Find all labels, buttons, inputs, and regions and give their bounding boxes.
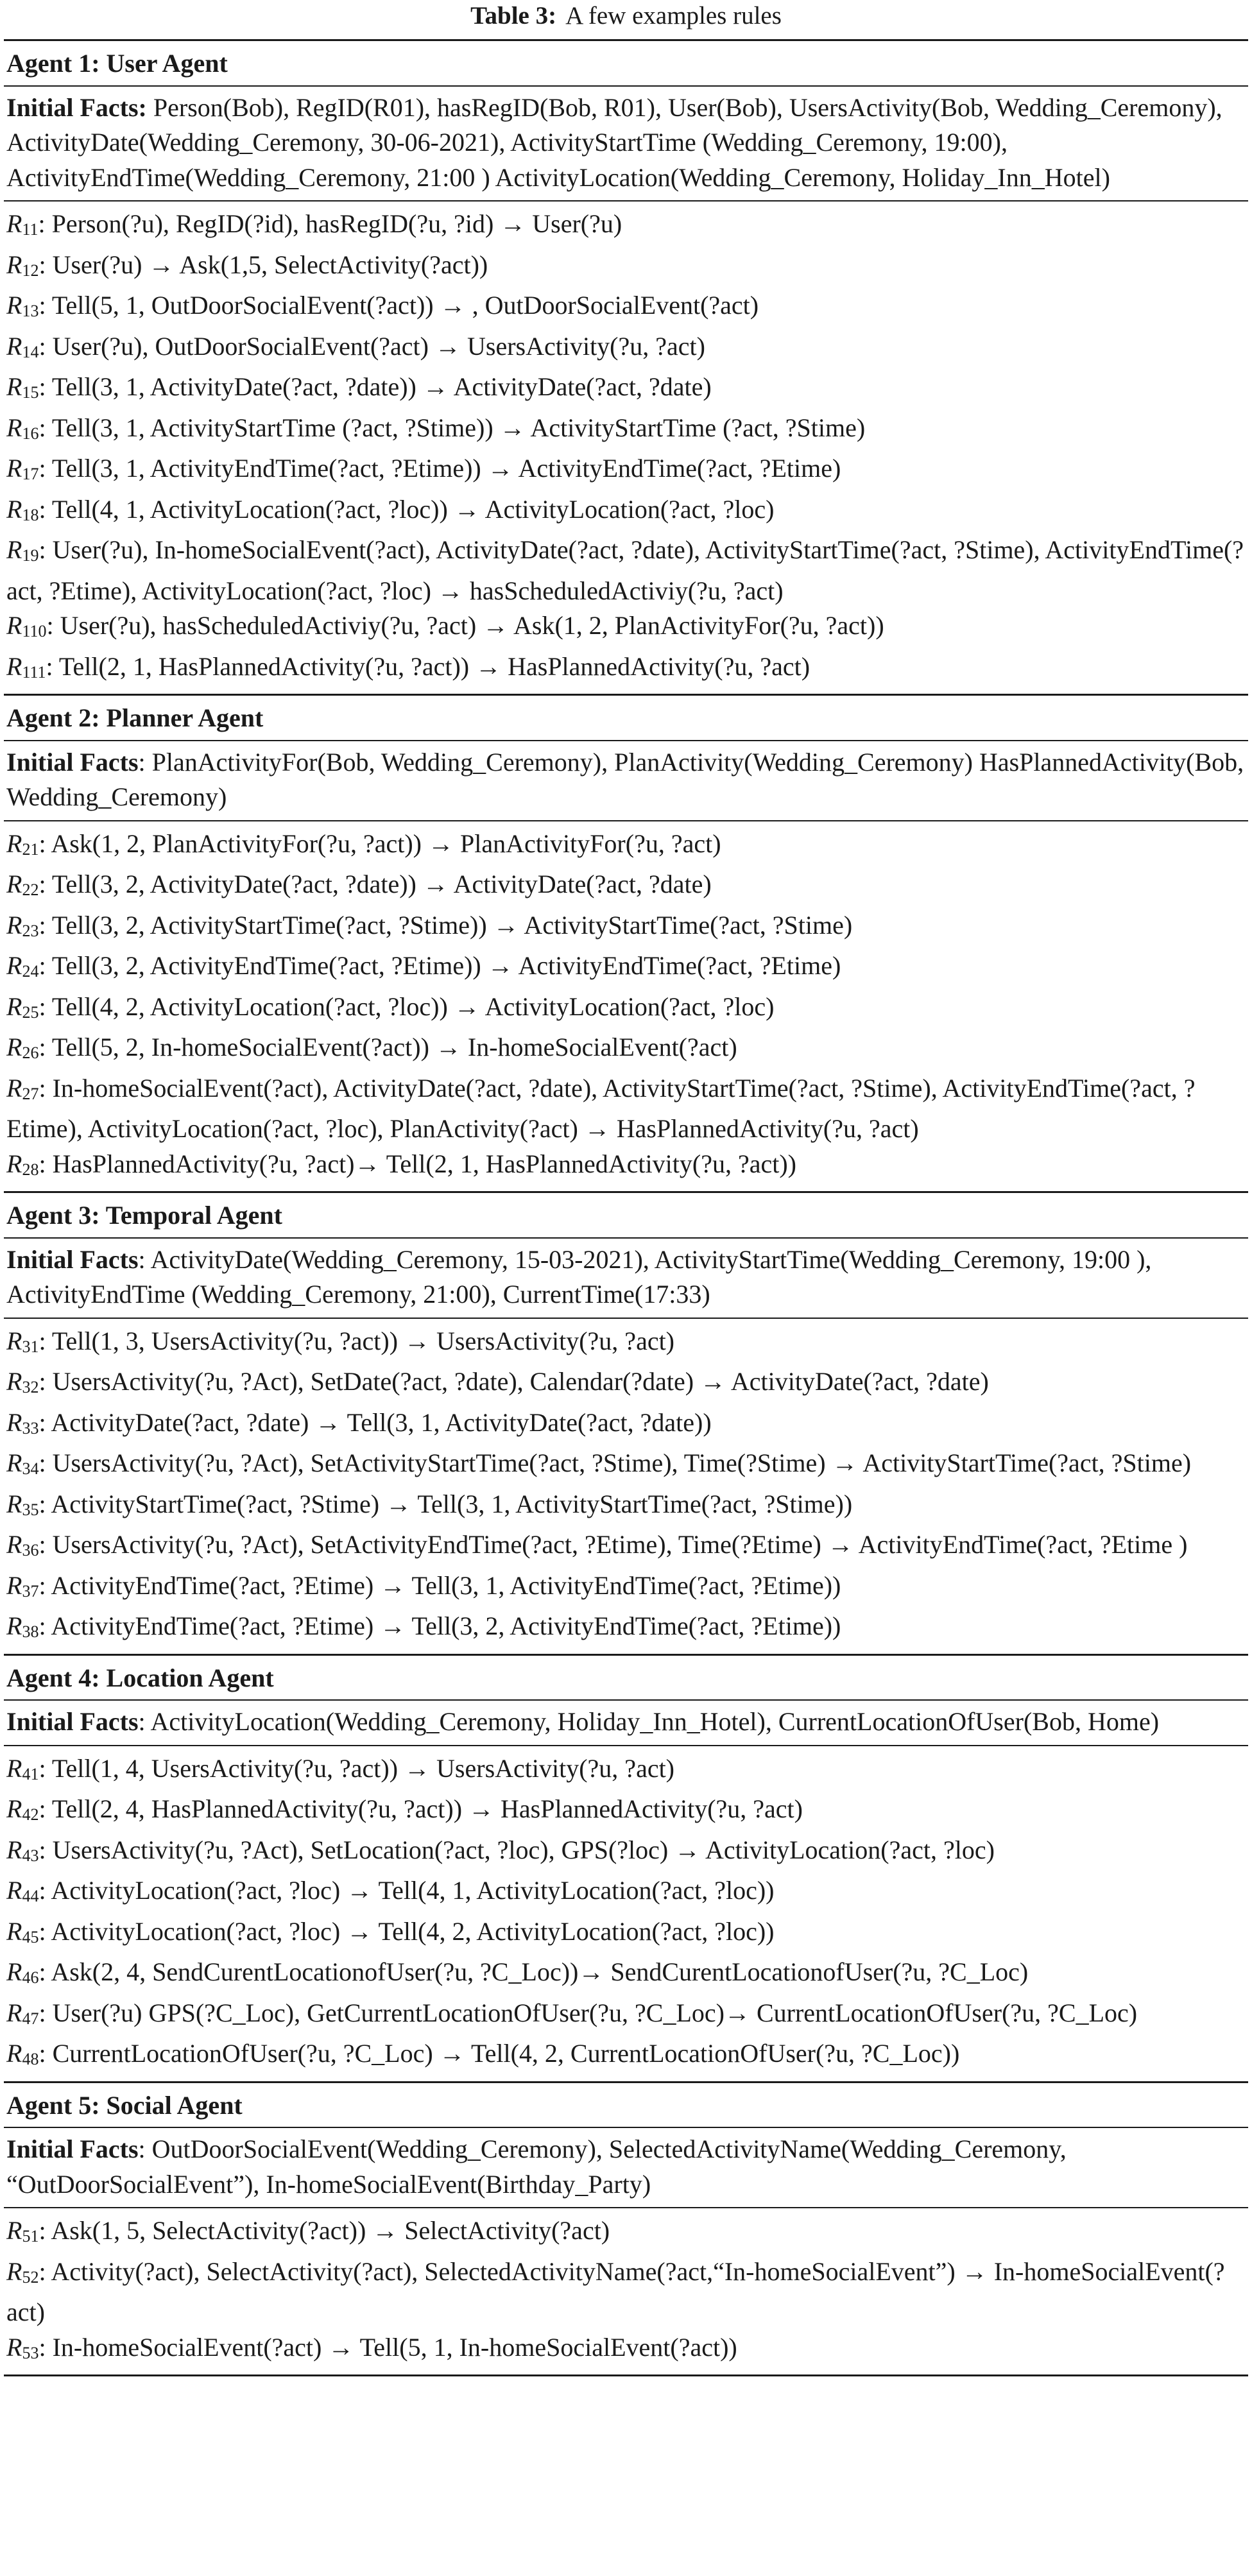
rule-id-subscript: 42 bbox=[22, 1805, 39, 1824]
rule-item: $R_{11}$: Person(?u), RegID(?id), hasRegID(?u, ?id) → User(?u) bbox=[6, 209, 622, 239]
agent-heading: Agent 4: Location Agent bbox=[4, 1656, 1248, 1701]
rule-id: $R_{110}$ bbox=[6, 611, 47, 640]
rule-text: UsersActivity(?u, ?Act), SetActivityEndTime(?act, ?Etime), Time(?Etime) → ActivityEndTime(?act, ?Etime ) bbox=[52, 1530, 1188, 1559]
rules-table bbox=[4, 41, 1248, 2376]
agent-section bbox=[4, 696, 1248, 1193]
rule-id: $R_{21}$ bbox=[6, 829, 39, 859]
rule-id-subscript: 48 bbox=[22, 2050, 39, 2068]
rule-text: Tell(5, 1, OutDoorSocialEvent(?act)) → , OutDoorSocialEvent(?act) bbox=[51, 291, 759, 320]
agent-section bbox=[4, 2083, 1248, 2377]
rule-text: Ask(1, 2, PlanActivityFor(?u, ?act)) → PlanActivityFor(?u, ?act) bbox=[51, 829, 721, 858]
rule-id-subscript: 38 bbox=[22, 1622, 39, 1641]
rule-item: $R_{47}$: User(?u) GPS(?C_Loc), GetCurrentLocationOfUser(?u, ?C_Loc)→ CurrentLocationOfUser(?u, ?C_Loc) bbox=[6, 1998, 1138, 2028]
rule-id: $R_{14}$ bbox=[6, 331, 39, 361]
rule-id-subscript: 32 bbox=[22, 1378, 39, 1396]
rule-text: Tell(3, 1, ActivityDate(?act, ?date)) → ActivityDate(?act, ?date) bbox=[51, 372, 712, 401]
initial-facts-text: ActivityLocation(Wedding_Ceremony, Holiday_Inn_Hotel), CurrentLocationOfUser(Bob, Home) bbox=[150, 1707, 1160, 1736]
rule-id-subscript: 110 bbox=[22, 622, 47, 640]
rule-item: $R_{33}$: ActivityDate(?act, ?date) → Tell(3, 1, ActivityDate(?act, ?date)) bbox=[6, 1407, 712, 1438]
initial-facts-text: PlanActivityFor(Bob, Wedding_Ceremony), PlanActivity(Wedding_Ceremony) HasPlannedActivity(Bob, Wedding_Ceremony) bbox=[6, 747, 1244, 811]
rule-id-subscript: 33 bbox=[22, 1418, 39, 1438]
rule-list bbox=[4, 1319, 1248, 1656]
rule-item: $R_{24}$: Tell(3, 2, ActivityEndTime(?act, ?Etime)) → ActivityEndTime(?act, ?Etime) bbox=[6, 951, 841, 981]
rule-text: Tell(3, 1, ActivityStartTime (?act, ?Stime)) → ActivityStartTime (?act, ?Stime) bbox=[51, 413, 866, 442]
rule-id-subscript: 23 bbox=[22, 921, 39, 940]
rule-id: $R_{31}$ bbox=[6, 1326, 39, 1356]
rule-id-subscript: 31 bbox=[22, 1337, 39, 1356]
rule-id-subscript: 53 bbox=[22, 2343, 39, 2362]
initial-facts-label: Initial Facts bbox=[6, 747, 139, 777]
rule-id: $R_{43}$ bbox=[6, 1835, 39, 1865]
rule-id: $R_{33}$ bbox=[6, 1407, 39, 1438]
rule-item: $R_{26}$: Tell(5, 2, In-homeSocialEvent(?act)) → In-homeSocialEvent(?act) bbox=[6, 1033, 737, 1062]
rule-item: $R_{34}$: UsersActivity(?u, ?Act), SetActivityStartTime(?act, ?Stime), Time(?Stime) → ActivityStartTime(?act, ?Stime) bbox=[6, 1448, 1192, 1478]
rule-text: Tell(4, 1, ActivityLocation(?act, ?loc)) → ActivityLocation(?act, ?loc) bbox=[51, 494, 775, 524]
rule-id: $R_{13}$ bbox=[6, 291, 39, 320]
agent-heading: Agent 2: Planner Agent bbox=[4, 696, 1248, 741]
rule-text: UsersActivity(?u, ?Act), SetActivityStartTime(?act, ?Stime), Time(?Stime) → ActivityStartTime(?act, ?Stime) bbox=[52, 1448, 1192, 1477]
rule-id: $R_{16}$ bbox=[6, 413, 39, 443]
rule-item: $R_{110}$: User(?u), hasScheduledActiviy(?u, ?act) → Ask(1, 2, PlanActivityFor(?u, ?act)) bbox=[6, 611, 884, 640]
initial-facts-text: OutDoorSocialEvent(Wedding_Ceremony), SelectedActivityName(Wedding_Ceremony, “OutDoorSocialEvent”), In-homeSocialEvent(Birthday_Party) bbox=[6, 2134, 1067, 2199]
rule-text: Ask(2, 4, SendCurentLocationofUser(?u, ?C_Loc))→ SendCurentLocationofUser(?u, ?C_Loc) bbox=[51, 1957, 1029, 1986]
rule-text: Tell(3, 2, ActivityStartTime(?act, ?Stime)) → ActivityStartTime(?act, ?Stime) bbox=[51, 910, 853, 940]
rule-text: ActivityEndTime(?act, ?Etime) → Tell(3, 1, ActivityEndTime(?act, ?Etime)) bbox=[51, 1570, 841, 1600]
rule-id-subscript: 18 bbox=[22, 505, 39, 524]
rule-id: $R_{11}$ bbox=[6, 209, 39, 239]
rule-text: Person(?u), RegID(?id), hasRegID(?u, ?id) → User(?u) bbox=[51, 209, 622, 238]
rule-id-subscript: 26 bbox=[22, 1043, 39, 1062]
rule-text: Tell(2, 4, HasPlannedActivity(?u, ?act)) → HasPlannedActivity(?u, ?act) bbox=[51, 1794, 803, 1823]
rule-id: $R_{36}$ bbox=[6, 1530, 39, 1559]
rule-item: $R_{48}$: CurrentLocationOfUser(?u, ?C_Loc) → Tell(4, 2, CurrentLocationOfUser(?u, ?C_Loc)) bbox=[6, 2039, 960, 2068]
rule-id: $R_{28}$ bbox=[6, 1149, 39, 1179]
rule-id: $R_{15}$ bbox=[6, 372, 39, 402]
table-label: Table 3: bbox=[470, 2, 557, 30]
rule-text: ActivityDate(?act, ?date) → Tell(3, 1, ActivityDate(?act, ?date)) bbox=[51, 1407, 712, 1437]
rule-text: ActivityEndTime(?act, ?Etime) → Tell(3, 2, ActivityEndTime(?act, ?Etime)) bbox=[51, 1611, 841, 1640]
initial-facts-text: Person(Bob), RegID(R01), hasRegID(Bob, R01), User(Bob), UsersActivity(Bob, Wedding_Ceremony), ActivityDate(Wedding_Ceremony, 30-06-2021), ActivityStartTime (Wedding_Ceremony, 19:00), ActivityEndTime(Wedding_Ceremony, 21:00 ) ActivityLocation(Wedding_Ceremony, Holiday_Inn_Hotel) bbox=[6, 92, 1222, 192]
rule-id: $R_{44}$ bbox=[6, 1876, 39, 1905]
rule-id: $R_{17}$ bbox=[6, 454, 39, 483]
rule-item: $R_{23}$: Tell(3, 2, ActivityStartTime(?act, ?Stime)) → ActivityStartTime(?act, ?Stime) bbox=[6, 910, 853, 940]
rule-text: HasPlannedActivity(?u, ?act)→ Tell(2, 1, HasPlannedActivity(?u, ?act)) bbox=[52, 1149, 796, 1178]
rule-item: $R_{21}$: Ask(1, 2, PlanActivityFor(?u, ?act)) → PlanActivityFor(?u, ?act) bbox=[6, 829, 721, 859]
initial-facts: Initial Facts: ActivityDate(Wedding_Ceremony, 15-03-2021), ActivityStartTime(Wedding_Ceremony, 19:00 ), ActivityEndTime (Wedding_Ceremony, 21:00), CurrentTime(17:33) bbox=[4, 1239, 1248, 1319]
rule-id: $R_{32}$ bbox=[6, 1367, 39, 1396]
rule-id: $R_{23}$ bbox=[6, 910, 39, 940]
rule-id-subscript: 46 bbox=[22, 1968, 39, 1987]
rule-id-subscript: 47 bbox=[22, 2009, 39, 2028]
rule-id: $R_{52}$ bbox=[6, 2256, 39, 2287]
rule-text: ActivityLocation(?act, ?loc) → Tell(4, 1, ActivityLocation(?act, ?loc)) bbox=[51, 1876, 775, 1905]
rule-text: In-homeSocialEvent(?act), ActivityDate(?act, ?date), ActivityStartTime(?act, ?Stime), ActivityEndTime(?act, ?Etime), ActivityLocation(?act, ?loc), PlanActivity(?act) → HasPlannedActivity(?u, ?act) bbox=[6, 1073, 1196, 1143]
rule-text: Tell(1, 3, UsersActivity(?u, ?act)) → UsersActivity(?u, ?act) bbox=[51, 1326, 675, 1355]
rule-text: User(?u), OutDoorSocialEvent(?act) → UsersActivity(?u, ?act) bbox=[52, 331, 705, 361]
rule-item: $R_{44}$: ActivityLocation(?act, ?loc) → Tell(4, 1, ActivityLocation(?act, ?loc)) bbox=[6, 1876, 775, 1905]
rule-text: Tell(2, 1, HasPlannedActivity(?u, ?act)) → HasPlannedActivity(?u, ?act) bbox=[58, 651, 810, 681]
rule-id-subscript: 27 bbox=[22, 1084, 39, 1103]
rule-id: $R_{53}$ bbox=[6, 2332, 39, 2362]
agent-section bbox=[4, 1193, 1248, 1656]
rule-text: Tell(3, 2, ActivityEndTime(?act, ?Etime)) → ActivityEndTime(?act, ?Etime) bbox=[51, 951, 841, 980]
rule-item: $R_{42}$: Tell(2, 4, HasPlannedActivity(?u, ?act)) → HasPlannedActivity(?u, ?act) bbox=[6, 1794, 803, 1824]
rule-text: User(?u), hasScheduledActiviy(?u, ?act) → Ask(1, 2, PlanActivityFor(?u, ?act)) bbox=[60, 611, 884, 640]
table-caption bbox=[4, 0, 1248, 41]
rule-id-subscript: 24 bbox=[22, 962, 39, 981]
rule-item: $R_{14}$: User(?u), OutDoorSocialEvent(?act) → UsersActivity(?u, ?act) bbox=[6, 331, 705, 361]
initial-facts: Initial Facts: PlanActivityFor(Bob, Wedding_Ceremony), PlanActivity(Wedding_Ceremony) HasPlannedActivity(Bob, Wedding_Ceremony) bbox=[4, 741, 1248, 821]
rule-id-subscript: 43 bbox=[22, 1846, 39, 1865]
rule-text: ActivityStartTime(?act, ?Stime) → Tell(3, 1, ActivityStartTime(?act, ?Stime)) bbox=[51, 1489, 853, 1518]
rule-id: $R_{111}$ bbox=[6, 651, 46, 682]
table-title: A few examples rules bbox=[565, 2, 782, 30]
rule-id-subscript: 14 bbox=[22, 342, 39, 361]
rule-id-subscript: 25 bbox=[22, 1002, 39, 1022]
rule-id: $R_{48}$ bbox=[6, 2039, 39, 2068]
rule-text: Activity(?act), SelectActivity(?act), SelectedActivityName(?act,“In-homeSocialEvent”) → In-homeSocialEvent(?act) bbox=[6, 2256, 1225, 2326]
rule-text: Tell(4, 2, ActivityLocation(?act, ?loc)) → ActivityLocation(?act, ?loc) bbox=[51, 992, 775, 1021]
rule-id: $R_{22}$ bbox=[6, 870, 39, 899]
rule-text: Tell(3, 1, ActivityEndTime(?act, ?Etime)) → ActivityEndTime(?act, ?Etime) bbox=[51, 454, 841, 483]
rule-list bbox=[4, 202, 1248, 696]
rule-item: $R_{51}$: Ask(1, 5, SelectActivity(?act)) → SelectActivity(?act) bbox=[6, 2216, 610, 2245]
rule-id: $R_{46}$ bbox=[6, 1957, 39, 1987]
rule-item: $R_{53}$: In-homeSocialEvent(?act) → Tell(5, 1, In-homeSocialEvent(?act)) bbox=[6, 2332, 737, 2362]
rule-id: $R_{41}$ bbox=[6, 1753, 39, 1783]
rule-id-subscript: 21 bbox=[22, 839, 39, 859]
rule-item: $R_{19}$: User(?u), In-homeSocialEvent(?act), ActivityDate(?act, ?date), ActivityStartTime(?act, ?Stime), ActivityEndTime(?act, ?Etime), ActivityLocation(?act, ?loc) → hasScheduledActiviy(?u, ?act) bbox=[6, 535, 1244, 605]
rule-id-subscript: 12 bbox=[22, 261, 39, 280]
rule-id: $R_{24}$ bbox=[6, 951, 39, 981]
rule-item: $R_{13}$: Tell(5, 1, OutDoorSocialEvent(?act)) → , OutDoorSocialEvent(?act) bbox=[6, 291, 759, 320]
rule-id-subscript: 52 bbox=[22, 2267, 39, 2287]
rule-item: $R_{36}$: UsersActivity(?u, ?Act), SetActivityEndTime(?act, ?Etime), Time(?Etime) → ActivityEndTime(?act, ?Etime ) bbox=[6, 1530, 1188, 1559]
initial-facts-label: Initial Facts bbox=[6, 2134, 139, 2163]
rule-id: $R_{37}$ bbox=[6, 1570, 39, 1601]
rule-item: $R_{16}$: Tell(3, 1, ActivityStartTime (?act, ?Stime)) → ActivityStartTime (?act, ?Stime) bbox=[6, 413, 866, 443]
rule-id-subscript: 36 bbox=[22, 1541, 39, 1559]
agent-heading: Agent 3: Temporal Agent bbox=[4, 1193, 1248, 1239]
rule-id: $R_{42}$ bbox=[6, 1794, 39, 1824]
rule-text: CurrentLocationOfUser(?u, ?C_Loc) → Tell(4, 2, CurrentLocationOfUser(?u, ?C_Loc)) bbox=[52, 2039, 960, 2068]
rule-id-subscript: 17 bbox=[22, 465, 39, 483]
rule-id: $R_{12}$ bbox=[6, 250, 39, 280]
rule-list bbox=[4, 2208, 1248, 2376]
agent-heading: Agent 1: User Agent bbox=[4, 41, 1248, 87]
initial-facts-text: ActivityDate(Wedding_Ceremony, 15-03-2021), ActivityStartTime(Wedding_Ceremony, 19:00 ), ActivityEndTime (Wedding_Ceremony, 21:00), CurrentTime(17:33) bbox=[6, 1244, 1152, 1309]
rule-id: $R_{34}$ bbox=[6, 1448, 39, 1478]
initial-facts-label: Initial Facts bbox=[6, 1244, 139, 1274]
rule-text: User(?u) → Ask(1,5, SelectActivity(?act)) bbox=[52, 250, 488, 279]
rule-id-subscript: 16 bbox=[22, 424, 39, 443]
rule-item: $R_{37}$: ActivityEndTime(?act, ?Etime) → Tell(3, 1, ActivityEndTime(?act, ?Etime)) bbox=[6, 1570, 841, 1601]
rule-text: UsersActivity(?u, ?Act), SetDate(?act, ?date), Calendar(?date) → ActivityDate(?act, ?date) bbox=[52, 1367, 989, 1396]
initial-facts bbox=[4, 87, 1248, 202]
rule-id-subscript: 51 bbox=[22, 2227, 39, 2245]
rule-item: $R_{12}$: User(?u) → Ask(1,5, SelectActivity(?act)) bbox=[6, 250, 488, 280]
initial-facts-label: Initial Facts bbox=[6, 1707, 139, 1736]
rule-id-subscript: 111 bbox=[22, 662, 46, 682]
rule-id-subscript: 45 bbox=[22, 1927, 39, 1946]
rule-id-subscript: 44 bbox=[22, 1887, 39, 1905]
rule-id-subscript: 37 bbox=[22, 1581, 39, 1601]
rule-id: $R_{18}$ bbox=[6, 494, 39, 524]
initial-facts: Initial Facts: OutDoorSocialEvent(Wedding_Ceremony), SelectedActivityName(Wedding_Ceremony, “OutDoorSocialEvent”), In-homeSocialEvent(Birthday_Party) bbox=[4, 2128, 1248, 2208]
rule-item: $R_{27}$: In-homeSocialEvent(?act), ActivityDate(?act, ?date), ActivityStartTime(?act, ?Stime), ActivityEndTime(?act, ?Etime), ActivityLocation(?act, ?loc), PlanActivity(?act) → HasPlannedActivity(?u, ?act) bbox=[6, 1073, 1196, 1143]
rule-item: $R_{22}$: Tell(3, 2, ActivityDate(?act, ?date)) → ActivityDate(?act, ?date) bbox=[6, 870, 712, 899]
initial-facts: Initial Facts: ActivityLocation(Wedding_Ceremony, Holiday_Inn_Hotel), CurrentLocationOfUser(Bob, Home) bbox=[4, 1701, 1248, 1746]
rule-id-subscript: 19 bbox=[22, 546, 39, 565]
rule-text: UsersActivity(?u, ?Act), SetLocation(?act, ?loc), GPS(?loc) → ActivityLocation(?act, ?loc) bbox=[52, 1835, 995, 1864]
rule-id: $R_{38}$ bbox=[6, 1611, 39, 1641]
rule-id-subscript: 15 bbox=[22, 383, 39, 402]
rule-id-subscript: 22 bbox=[22, 880, 39, 899]
rule-item: $R_{45}$: ActivityLocation(?act, ?loc) → Tell(4, 2, ActivityLocation(?act, ?loc)) bbox=[6, 1916, 775, 1946]
agent-section bbox=[4, 1656, 1248, 2083]
rule-id-subscript: 41 bbox=[22, 1764, 39, 1783]
rule-item: $R_{46}$: Ask(2, 4, SendCurentLocationofUser(?u, ?C_Loc))→ SendCurentLocationofUser(?u, ?C_Loc) bbox=[6, 1957, 1029, 1987]
rule-id-subscript: 35 bbox=[22, 1500, 39, 1519]
rule-id: $R_{25}$ bbox=[6, 992, 39, 1022]
rule-list bbox=[4, 821, 1248, 1194]
rule-id: $R_{35}$ bbox=[6, 1489, 39, 1519]
rule-item: $R_{25}$: Tell(4, 2, ActivityLocation(?act, ?loc)) → ActivityLocation(?act, ?loc) bbox=[6, 992, 775, 1022]
rule-item: $R_{17}$: Tell(3, 1, ActivityEndTime(?act, ?Etime)) → ActivityEndTime(?act, ?Etime) bbox=[6, 454, 841, 483]
rule-id: $R_{45}$ bbox=[6, 1916, 39, 1946]
rule-id: $R_{27}$ bbox=[6, 1073, 39, 1103]
rule-id: $R_{47}$ bbox=[6, 1998, 39, 2028]
rule-item: $R_{41}$: Tell(1, 4, UsersActivity(?u, ?act)) → UsersActivity(?u, ?act) bbox=[6, 1753, 675, 1783]
rule-item: $R_{43}$: UsersActivity(?u, ?Act), SetLocation(?act, ?loc), GPS(?loc) → ActivityLocation(?act, ?loc) bbox=[6, 1835, 995, 1865]
rule-item: $R_{28}$: HasPlannedActivity(?u, ?act)→ Tell(2, 1, HasPlannedActivity(?u, ?act)) bbox=[6, 1149, 796, 1179]
rule-id-subscript: 34 bbox=[22, 1459, 39, 1478]
rule-id-subscript: 13 bbox=[22, 302, 39, 320]
agent-section bbox=[4, 41, 1248, 696]
rule-text: User(?u) GPS(?C_Loc), GetCurrentLocationOfUser(?u, ?C_Loc)→ CurrentLocationOfUser(?u, ?C_Loc) bbox=[52, 1998, 1138, 2027]
initial-facts-label: Initial Facts: bbox=[6, 92, 147, 122]
rule-text: ActivityLocation(?act, ?loc) → Tell(4, 2, ActivityLocation(?act, ?loc)) bbox=[51, 1916, 775, 1946]
rule-item: $R_{18}$: Tell(4, 1, ActivityLocation(?act, ?loc)) → ActivityLocation(?act, ?loc) bbox=[6, 494, 775, 524]
rule-text: Tell(3, 2, ActivityDate(?act, ?date)) → ActivityDate(?act, ?date) bbox=[51, 870, 712, 898]
rule-id: $R_{51}$ bbox=[6, 2216, 39, 2245]
rule-text: User(?u), In-homeSocialEvent(?act), ActivityDate(?act, ?date), ActivityStartTime(?act, ?Stime), ActivityEndTime(?act, ?Etime), ActivityLocation(?act, ?loc) → hasScheduledActiviy(?u, ?act) bbox=[6, 535, 1244, 605]
rule-id-subscript: 11 bbox=[22, 220, 39, 239]
rule-item: $R_{15}$: Tell(3, 1, ActivityDate(?act, ?date)) → ActivityDate(?act, ?date) bbox=[6, 372, 712, 402]
rule-item: $R_{32}$: UsersActivity(?u, ?Act), SetDate(?act, ?date), Calendar(?date) → ActivityDate(?act, ?date) bbox=[6, 1367, 989, 1396]
rule-item: $R_{38}$: ActivityEndTime(?act, ?Etime) → Tell(3, 2, ActivityEndTime(?act, ?Etime)) bbox=[6, 1611, 841, 1641]
rule-text: Ask(1, 5, SelectActivity(?act)) → SelectActivity(?act) bbox=[51, 2216, 610, 2245]
rule-text: Tell(5, 2, In-homeSocialEvent(?act)) → In-homeSocialEvent(?act) bbox=[51, 1033, 737, 1061]
agent-heading: Agent 5: Social Agent bbox=[4, 2083, 1248, 2129]
rule-id-subscript: 28 bbox=[22, 1160, 39, 1179]
rule-item: $R_{35}$: ActivityStartTime(?act, ?Stime) → Tell(3, 1, ActivityStartTime(?act, ?Stime)) bbox=[6, 1489, 853, 1519]
rule-text: Tell(1, 4, UsersActivity(?u, ?act)) → UsersActivity(?u, ?act) bbox=[51, 1753, 675, 1783]
rule-list bbox=[4, 1746, 1248, 2083]
rule-id: $R_{26}$ bbox=[6, 1033, 39, 1062]
rule-item: $R_{31}$: Tell(1, 3, UsersActivity(?u, ?act)) → UsersActivity(?u, ?act) bbox=[6, 1326, 675, 1356]
rule-text: In-homeSocialEvent(?act) → Tell(5, 1, In-homeSocialEvent(?act)) bbox=[52, 2332, 737, 2362]
rule-item: $R_{52}$: Activity(?act), SelectActivity(?act), SelectedActivityName(?act,“In-homeSocialEvent”) → In-homeSocialEvent(?act) bbox=[6, 2256, 1225, 2326]
rule-id: $R_{19}$ bbox=[6, 535, 39, 565]
rule-item: $R_{111}$: Tell(2, 1, HasPlannedActivity(?u, ?act)) → HasPlannedActivity(?u, ?act) bbox=[6, 651, 810, 682]
